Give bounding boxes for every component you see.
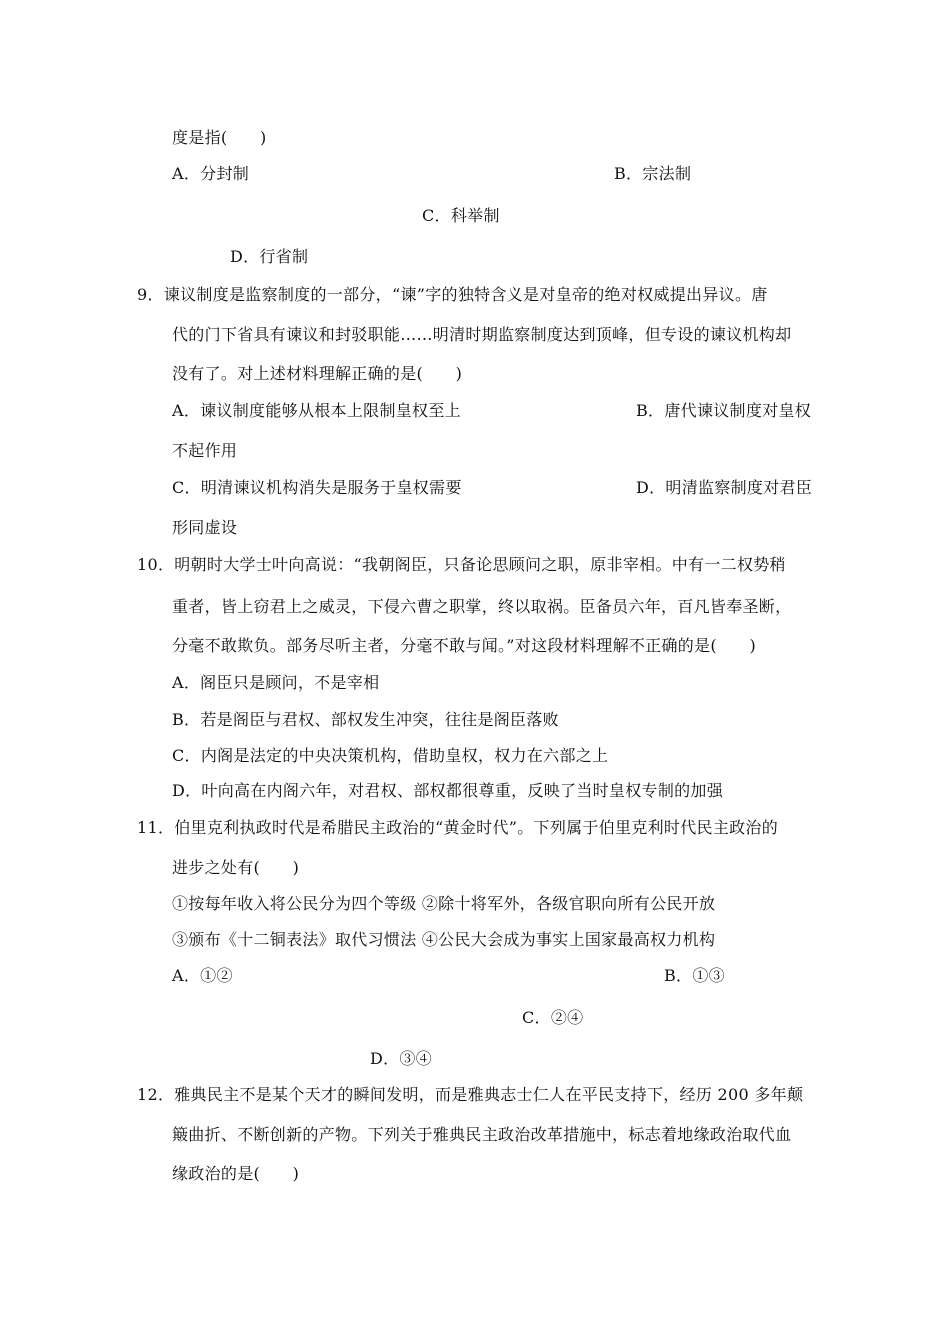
q10-stem-line-1: 10．明朝时大学士叶向高说：“我朝阁臣，只备论思顾问之职，原非宰相。中有一二权势稍 bbox=[137, 555, 786, 574]
q10-stem-line-2: 重者，皆上窃君上之威灵，下侵六曹之职掌，终以取祸。臣备员六年，百凡皆奉圣断， bbox=[172, 597, 792, 616]
q11-option-c: C．②④ bbox=[522, 1008, 584, 1027]
q9-option-b: B．唐代谏议制度对皇权 bbox=[636, 401, 812, 420]
q9-option-b-wrap: 不起作用 bbox=[172, 441, 238, 460]
q9-option-d: D．明清监察制度对君臣 bbox=[636, 478, 813, 497]
q11-option-a: A．①② bbox=[172, 966, 233, 985]
q10-option-b: B．若是阁臣与君权、部权发生冲突，往往是阁臣落败 bbox=[172, 710, 559, 729]
q11-stem-line-1: 11．伯里克利执政时代是希腊民主政治的“黄金时代”。下列属于伯里克利时代民主政治的 bbox=[137, 818, 779, 837]
q12-stem-line-3: 缘政治的是( ) bbox=[172, 1164, 300, 1183]
q9-option-a: A．谏议制度能够从根本上限制皇权至上 bbox=[172, 401, 461, 420]
q11-option-b: B．①③ bbox=[664, 966, 725, 985]
q8-option-a: A．分封制 bbox=[172, 164, 250, 183]
q10-option-c: C．内阁是法定的中央决策机构，借助皇权，权力在六部之上 bbox=[172, 746, 609, 765]
q10-option-d: D．叶向高在内阁六年，对君权、部权都很尊重，反映了当时皇权专制的加强 bbox=[172, 781, 724, 800]
q9-option-c: C．明清谏议机构消失是服务于皇权需要 bbox=[172, 478, 462, 497]
q11-statements-line-2: ③颁布《十二铜表法》取代习惯法 ④公民大会成为事实上国家最高权力机构 bbox=[172, 930, 716, 949]
q8-option-d: D．行省制 bbox=[230, 247, 309, 266]
q10-stem-line-3: 分毫不敢欺负。部务尽听主者，分毫不敢与闻。”对这段材料理解不正确的是( ) bbox=[172, 636, 757, 655]
q11-stem-line-2: 进步之处有( ) bbox=[172, 858, 300, 877]
q11-option-d: D．③④ bbox=[370, 1049, 433, 1068]
q11-statements-line-1: ①按每年收入将公民分为四个等级 ②除十将军外，各级官职向所有公民开放 bbox=[172, 894, 716, 913]
q9-option-d-wrap: 形同虚设 bbox=[172, 518, 238, 537]
q12-stem-line-1: 12．雅典民主不是某个天才的瞬间发明，而是雅典志士仁人在平民支持下，经历 200 多年颠 bbox=[137, 1085, 804, 1104]
q8-option-c: C．科举制 bbox=[422, 206, 500, 225]
q10-option-a: A．阁臣只是顾问，不是宰相 bbox=[172, 673, 380, 692]
q8-stem-tail: 度是指( ) bbox=[172, 128, 267, 147]
q12-stem-line-2: 簸曲折、不断创新的产物。下列关于雅典民主政治改革措施中，标志着地缘政治取代血 bbox=[172, 1125, 792, 1144]
q9-stem-line-3: 没有了。对上述材料理解正确的是( ) bbox=[172, 364, 463, 383]
q8-option-b: B．宗法制 bbox=[614, 164, 692, 183]
q9-stem-line-1: 9．谏议制度是监察制度的一部分，“谏”字的独特含义是对皇帝的绝对权威提出异议。唐 bbox=[137, 285, 768, 304]
q9-stem-line-2: 代的门下省具有谏议和封驳职能……明清时期监察制度达到顶峰，但专设的谏议机构却 bbox=[172, 325, 792, 344]
